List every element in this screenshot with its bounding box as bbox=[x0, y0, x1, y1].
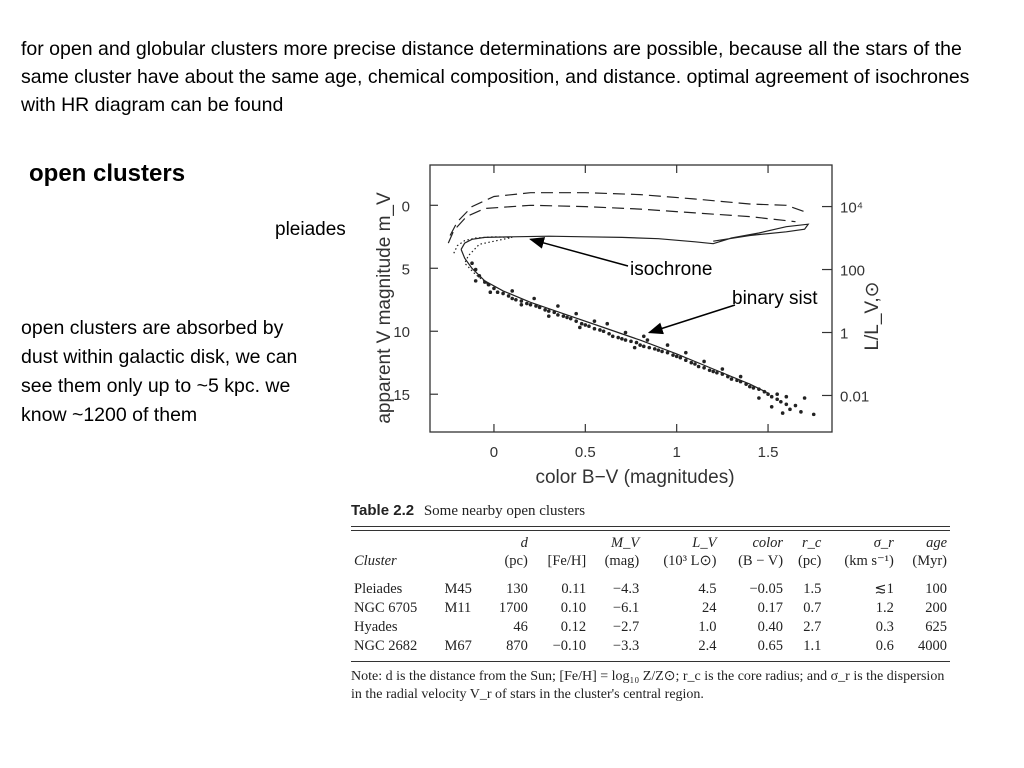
intro-paragraph: for open and globular clusters more precise distance determinations are possible, because all the stars of the same cluster have about the same age, chemical composition, and distance. optimal agreement of isochrones with HR diagram can be found bbox=[21, 38, 970, 116]
header-top-1 bbox=[441, 531, 485, 552]
star-point-97 bbox=[547, 314, 551, 318]
star-point-39 bbox=[647, 346, 651, 350]
star-point-47 bbox=[684, 358, 688, 362]
header-top-9: age bbox=[926, 535, 947, 551]
cell-3-5: 2.4 bbox=[698, 638, 717, 654]
star-point-75 bbox=[785, 395, 789, 399]
clusters-table bbox=[351, 531, 950, 661]
star-point-66 bbox=[770, 395, 774, 399]
star-point-78 bbox=[803, 396, 807, 400]
star-point-72 bbox=[781, 411, 785, 415]
star-point-85 bbox=[702, 360, 706, 364]
x-tick-label-2: 1 bbox=[672, 444, 681, 461]
star-point-30 bbox=[607, 332, 611, 336]
header-bottom-4: (mag) bbox=[604, 553, 640, 569]
annotation-isochrone: isochrone bbox=[630, 259, 713, 280]
cell-1-9: 200 bbox=[925, 600, 947, 616]
star-point-84 bbox=[684, 351, 688, 355]
x-tick-label-1: 0.5 bbox=[574, 444, 596, 461]
table-caption bbox=[351, 502, 950, 520]
cell-1-5: 24 bbox=[701, 600, 717, 616]
table-row bbox=[351, 618, 950, 637]
cell-2-4: −2.7 bbox=[612, 619, 640, 635]
cell-1-6: 0.17 bbox=[757, 600, 784, 616]
star-point-17 bbox=[547, 309, 551, 313]
arrow-1 bbox=[649, 305, 735, 333]
table-caption-text: Some nearby open clusters bbox=[423, 503, 586, 519]
cell-3-2: 870 bbox=[506, 638, 528, 654]
y2-tick-label-2: 1 bbox=[840, 325, 849, 343]
star-point-27 bbox=[593, 327, 597, 331]
star-point-10 bbox=[514, 298, 518, 302]
star-point-9 bbox=[510, 297, 514, 301]
table-top-rule bbox=[351, 526, 950, 527]
cell-1-3: 0.10 bbox=[560, 600, 587, 616]
star-point-73 bbox=[788, 408, 792, 412]
y2-axis-label: L/L_V,⊙ bbox=[862, 281, 883, 351]
star-point-37 bbox=[638, 343, 642, 347]
star-point-77 bbox=[799, 410, 803, 414]
table-caption-label: Table 2.2 bbox=[351, 502, 415, 519]
table-row bbox=[351, 637, 950, 661]
star-point-80 bbox=[605, 322, 609, 326]
header-bottom-2: (pc) bbox=[504, 553, 528, 569]
star-point-52 bbox=[708, 368, 712, 372]
star-point-40 bbox=[653, 347, 657, 351]
cell-2-6: 0.40 bbox=[757, 619, 784, 635]
header-bottom-6: (B − V) bbox=[738, 553, 784, 569]
star-point-7 bbox=[501, 292, 505, 296]
cell-1-0: NGC 6705 bbox=[354, 600, 418, 616]
cell-2-8: 0.3 bbox=[875, 619, 894, 635]
y-tick-label-0: 0 bbox=[401, 198, 410, 216]
star-point-21 bbox=[565, 316, 569, 320]
star-point-20 bbox=[562, 314, 566, 318]
star-point-51 bbox=[702, 366, 706, 370]
star-point-23 bbox=[574, 319, 578, 323]
star-point-96 bbox=[520, 303, 524, 307]
header-bottom-3: [Fe/H] bbox=[547, 553, 587, 569]
series-line-2 bbox=[461, 224, 808, 249]
cell-3-0: NGC 2682 bbox=[354, 638, 418, 654]
header-bottom-8: (km s⁻¹) bbox=[844, 553, 894, 569]
clusters-table-block bbox=[351, 502, 950, 704]
x-tick-label-0: 0 bbox=[489, 444, 499, 461]
star-point-11 bbox=[520, 299, 524, 303]
section-heading: open clusters bbox=[29, 160, 186, 187]
cell-3-9: 4000 bbox=[918, 638, 947, 654]
star-point-24 bbox=[580, 322, 584, 326]
star-point-6 bbox=[496, 290, 500, 294]
star-point-87 bbox=[739, 375, 743, 379]
star-point-57 bbox=[730, 377, 734, 381]
cell-0-3: 0.11 bbox=[561, 581, 587, 597]
table-bottom-rule bbox=[351, 661, 950, 662]
star-point-26 bbox=[587, 324, 591, 328]
star-point-49 bbox=[693, 362, 697, 366]
header-top-2: d bbox=[520, 535, 528, 551]
cell-0-7: 1.5 bbox=[803, 581, 822, 597]
star-point-29 bbox=[602, 329, 606, 333]
star-point-88 bbox=[510, 289, 514, 293]
star-point-19 bbox=[556, 313, 560, 317]
cell-2-0: Hyades bbox=[354, 619, 398, 635]
y2-tick-label-3: 0.01 bbox=[840, 388, 870, 406]
cell-0-5: 4.5 bbox=[698, 581, 717, 597]
header-top-0 bbox=[351, 531, 441, 552]
cell-0-4: −4.3 bbox=[612, 581, 640, 597]
star-point-13 bbox=[529, 303, 533, 307]
star-point-68 bbox=[779, 400, 783, 404]
star-point-61 bbox=[748, 385, 752, 389]
star-point-31 bbox=[611, 334, 615, 338]
star-point-76 bbox=[794, 404, 798, 408]
cell-0-6: −0.05 bbox=[749, 581, 784, 597]
star-point-89 bbox=[532, 297, 536, 301]
star-point-69 bbox=[785, 402, 789, 406]
star-point-95 bbox=[489, 290, 493, 294]
star-point-70 bbox=[757, 396, 761, 400]
star-point-91 bbox=[574, 312, 578, 316]
header-top-4: M_V bbox=[611, 535, 640, 551]
star-point-22 bbox=[569, 317, 573, 321]
star-point-12 bbox=[525, 302, 529, 306]
cell-3-4: −3.3 bbox=[612, 638, 640, 654]
star-point-81 bbox=[624, 331, 628, 335]
cell-1-4: −6.1 bbox=[612, 600, 640, 616]
cell-2-5: 1.0 bbox=[698, 619, 717, 635]
annotation-pleiades: pleiades bbox=[275, 219, 346, 240]
annotation-binary: binary sist bbox=[732, 288, 818, 309]
cell-2-2: 46 bbox=[513, 619, 528, 635]
header-top-8: σ_r bbox=[873, 535, 894, 551]
cell-2-9: 625 bbox=[925, 619, 947, 635]
star-point-25 bbox=[584, 323, 588, 327]
cell-1-1: M11 bbox=[444, 600, 472, 616]
header-bottom-1 bbox=[441, 552, 485, 574]
star-point-83 bbox=[666, 343, 670, 347]
arrow-layer bbox=[531, 239, 736, 332]
x-axis-label: color B−V (magnitudes) bbox=[535, 467, 735, 488]
star-point-8 bbox=[507, 294, 511, 298]
cell-0-0: Pleiades bbox=[354, 581, 403, 597]
cell-1-8: 1.2 bbox=[875, 600, 894, 616]
star-point-67 bbox=[775, 397, 779, 401]
arrow-0 bbox=[531, 239, 629, 266]
star-point-34 bbox=[624, 338, 628, 342]
star-point-44 bbox=[671, 353, 675, 357]
star-point-74 bbox=[775, 392, 779, 396]
star-point-99 bbox=[633, 346, 637, 350]
star-point-16 bbox=[543, 308, 547, 312]
cell-0-1: M45 bbox=[444, 581, 472, 597]
cell-0-2: 130 bbox=[506, 581, 528, 597]
star-point-41 bbox=[657, 348, 661, 352]
star-point-82 bbox=[646, 338, 650, 342]
star-point-71 bbox=[770, 405, 774, 409]
y-tick-label-2: 10 bbox=[393, 324, 410, 342]
star-point-86 bbox=[721, 367, 725, 371]
star-point-38 bbox=[642, 345, 646, 349]
y-axis-label: apparent V magnitude m_V bbox=[374, 192, 395, 424]
star-point-0 bbox=[470, 261, 474, 265]
cell-3-7: 1.1 bbox=[803, 638, 822, 654]
cell-0-9: 100 bbox=[925, 581, 947, 597]
y-tick-label-1: 5 bbox=[401, 261, 410, 279]
header-top-3 bbox=[531, 531, 589, 552]
cell-3-1: M67 bbox=[444, 638, 472, 654]
y-tick-label-3: 15 bbox=[393, 387, 410, 405]
table-row bbox=[351, 599, 950, 618]
star-point-28 bbox=[598, 328, 602, 332]
table-row bbox=[351, 574, 950, 599]
star-point-90 bbox=[556, 304, 560, 308]
table-body bbox=[351, 574, 950, 661]
cell-2-1 bbox=[441, 618, 485, 637]
star-point-32 bbox=[616, 336, 620, 340]
star-point-53 bbox=[711, 370, 715, 374]
table-note: Note: d is the distance from the Sun; [Fe/H] = log₁₀ Z/Z⊙; r_c is the core radius; and σ_r is the dispersion in the radial velocity V_r of stars in the cluster's central region. bbox=[351, 669, 945, 702]
cell-3-6: 0.65 bbox=[757, 638, 784, 654]
cell-3-8: 0.6 bbox=[875, 638, 894, 654]
header-top-6: color bbox=[752, 535, 784, 551]
star-point-50 bbox=[697, 365, 701, 369]
table-header-row-top bbox=[351, 531, 950, 552]
cell-2-7: 2.7 bbox=[803, 619, 822, 635]
side-paragraph: open clusters are absorbed by dust within galactic disk, we can see them only up to ~5 kpc. we know ~1200 of them bbox=[21, 317, 298, 426]
y2-tick-label-1: 100 bbox=[840, 262, 866, 280]
header-bottom-9: (Myr) bbox=[912, 553, 947, 569]
series-line-1 bbox=[461, 249, 768, 393]
cell-0-8: ≲1 bbox=[874, 581, 894, 597]
star-point-98 bbox=[578, 326, 582, 330]
cell-1-2: 1700 bbox=[498, 600, 528, 616]
star-point-93 bbox=[642, 334, 646, 338]
star-point-35 bbox=[629, 340, 633, 344]
star-point-48 bbox=[690, 361, 694, 365]
table-header-row-bottom bbox=[351, 552, 950, 574]
header-top-5: L_V bbox=[692, 535, 717, 551]
star-point-45 bbox=[675, 355, 679, 359]
x-tick-label-3: 1.5 bbox=[757, 444, 779, 461]
series-line-4 bbox=[450, 193, 808, 236]
y2-tick-label-0: 10⁴ bbox=[840, 199, 864, 217]
header-bottom-7: (pc) bbox=[798, 553, 822, 569]
cell-2-3: 0.12 bbox=[560, 619, 587, 635]
star-point-36 bbox=[635, 341, 639, 345]
star-point-92 bbox=[593, 319, 597, 323]
header-top-7: r_c bbox=[802, 535, 822, 551]
cell-1-7: 0.7 bbox=[803, 600, 822, 616]
star-point-79 bbox=[812, 413, 816, 417]
star-point-94 bbox=[474, 279, 478, 283]
star-point-42 bbox=[660, 350, 664, 354]
star-point-33 bbox=[620, 337, 624, 341]
cell-3-3: −0.10 bbox=[552, 638, 587, 654]
header-bottom-0: Cluster bbox=[354, 553, 397, 569]
header-bottom-5: (10³ L⊙) bbox=[663, 553, 717, 569]
